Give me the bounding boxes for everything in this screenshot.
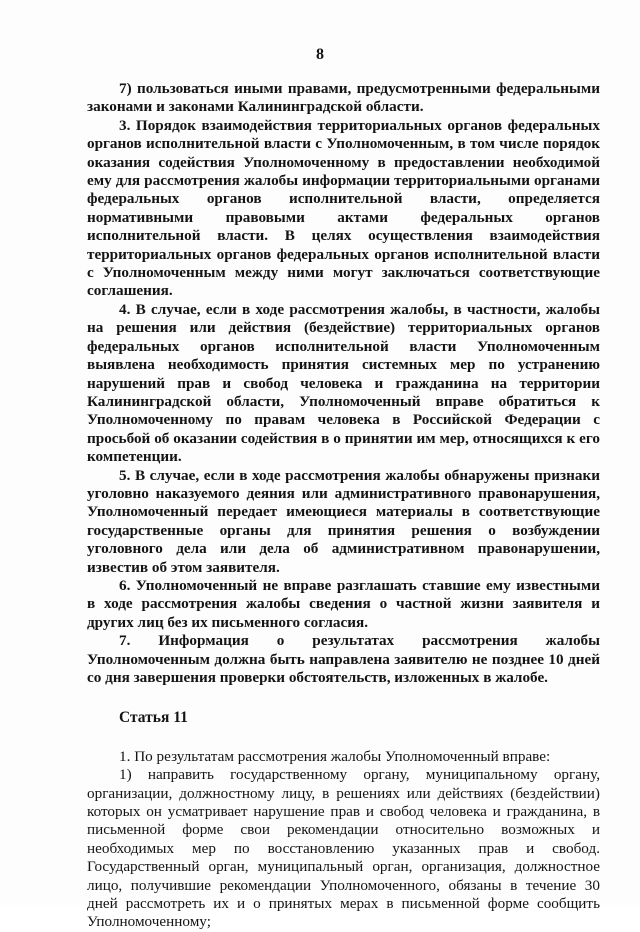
- paragraph: 7. Информация о результатах рассмотрения жалобы Уполномоченным должна быть направлена заявителю не позднее 10 дней со дня завершения проверки обстоятельств, изложенных в жалобе.: [87, 632, 600, 686]
- paragraph: 5. В случае, если в ходе рассмотрения жалобы обнаружены признаки уголовно наказуемого деяния или административного правонарушения, Уполномоченный передает имеющиеся материалы в соответствующие государственные органы для принятия решения о возбуждении уголовного дела или дела об административном правонарушении, известив об этом заявителя.: [87, 466, 600, 576]
- paragraph: 7) пользоваться иными правами, предусмотренными федеральными законами и законами Калининградской области.: [87, 80, 600, 116]
- paragraph: 6. Уполномоченный не вправе разглашать ставшие ему известными в ходе рассмотрения жалобы сведения о частной жизни заявителя и других лиц без их письменного согласия.: [87, 576, 600, 631]
- paragraph: 4. В случае, если в ходе рассмотрения жалобы, в частности, жалобы на решения или действия (бездействие) территориальных органов федеральных органов исполнительной власти Уполномоченным выявлена необходимость принятия системных мер по устранению нарушений прав и свобод человека и гражданина на территории Калининградской области, Уполномоченный вправе обратиться к Уполномоченному по правам человека в Российской Федерации с просьбой об оказании содействия в о принятии им мер, относящихся к его компетенции.: [87, 300, 600, 466]
- document-body: [87, 80, 600, 932]
- paragraph: 3. Порядок взаимодействия территориальных органов федеральных органов исполнительной власти с Уполномоченным, в том числе порядок оказания содействия Уполномоченному в предоставлении необходимой ему для рассмотрения жалобы информации территориальными органами федеральных органов исполнительной власти, определяется нормативными правовыми актами федеральных органов исполнительной власти. В целях осуществления взаимодействия территориальных органов федеральных органов исполнительной власти с Уполномоченным между ними могут заключаться соответствующие соглашения.: [87, 116, 600, 300]
- paragraph: 1) направить государственному органу, муниципальному органу, организации, должностному лицу, в решениях или действиях (бездействии) которых он усматривает нарушение прав и свобод человека и гражданина, в письменной форме свои рекомендации относительно возможных и необходимых мер по восстановлению указанных прав и свобод. Государственный орган, муниципальный орган, организация, должностное лицо, получившие рекомендации Уполномоченного, обязаны в течение 30 дней рассмотреть их и о принятых мерах в письменной форме сообщить Уполномоченному;: [87, 766, 600, 931]
- paragraph: 1. По результатам рассмотрения жалобы Уполномоченный вправе:: [119, 747, 551, 765]
- page-number: 8: [316, 46, 324, 63]
- article-heading: Статья 11: [119, 709, 188, 727]
